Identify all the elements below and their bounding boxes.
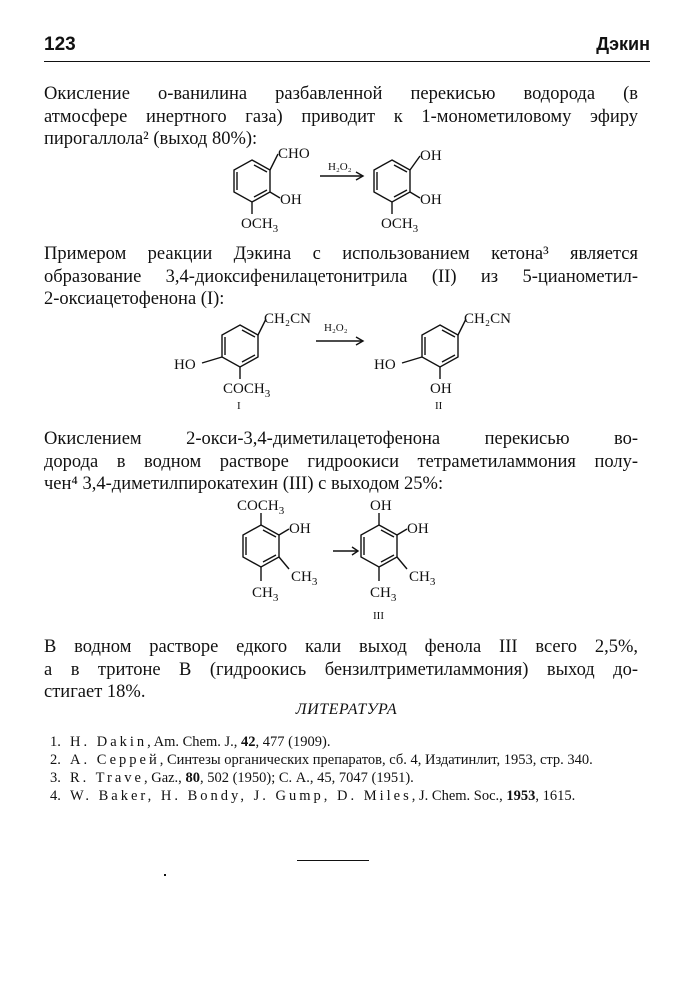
reference-author: H. Dakin — [70, 734, 148, 750]
text-line: а в тритоне В (гидроокись бензилтриметиламмония) выход до- — [44, 659, 638, 680]
text-line: пирогаллола² (выход 80%): — [44, 129, 258, 149]
reactant-ho-label: HO — [174, 357, 196, 373]
reactant-structure — [237, 498, 318, 604]
product-och3-label: $OCH_3$ — [381, 216, 419, 235]
reference-author: W. Baker, H. Bondy, J. Gump, D. Miles — [70, 788, 412, 804]
product-iii-structure — [361, 498, 436, 622]
reactant-i-structure — [174, 311, 311, 412]
paragraph-2 — [44, 243, 638, 311]
reagent-label: H₂O₂ — [328, 161, 352, 173]
text-line: образование 3,4-диоксифенилацетонитрила (II) из 5-цианометил- — [44, 266, 638, 287]
product-structure — [374, 148, 442, 235]
product-ch2cn-label: CH₂CN — [464, 311, 511, 327]
text-line: Примером реакции Дэкина с использованием кетона³ является — [44, 244, 638, 264]
print-speck — [164, 874, 166, 876]
paragraph-4 — [44, 636, 638, 704]
product-ch3-a-label: $CH_3$ — [409, 569, 436, 588]
reactant-ch3-a-label: $CH_3$ — [291, 569, 318, 588]
reference-item: 1. H. Dakin, Am. Chem. J., 42, 477 (1909). — [50, 734, 331, 750]
text-line: Окислением 2-окси-3,4-диметилацетофенона перекисью во- — [44, 429, 638, 449]
running-title: Дэкин — [596, 34, 650, 54]
text-line: дорода в водном растворе гидроокиси тетраметиламмония полу- — [44, 451, 638, 472]
product-oh-right-label: OH — [407, 521, 429, 537]
reactant-oh-label: OH — [280, 192, 302, 208]
references-list — [50, 733, 640, 805]
compound-label-ii: II — [435, 400, 443, 412]
text-line: 2-оксиацетофенона (I): — [44, 289, 225, 309]
compound-label-iii: III — [373, 610, 384, 622]
text-line: Окисление о-ванилина разбавленной перекисью водорода (в — [44, 84, 638, 104]
reactant-cho-label: CHO — [278, 146, 310, 162]
text-line: атмосфере инертного газа) приводит к 1-монометиловому эфиру — [44, 106, 638, 127]
product-ch3-b-label: $CH_3$ — [370, 585, 397, 604]
reactant-coch3-label: $COCH_3$ — [223, 381, 271, 400]
paragraph-3 — [44, 428, 638, 496]
reference-item: 2. А. Серрей, Синтезы органических препаратов, сб. 4, Издатинлит, 1953, стр. 340. — [50, 752, 593, 768]
reaction-scheme-3 — [225, 495, 455, 630]
end-rule — [297, 860, 369, 861]
text-line: чен⁴ 3,4-диметилпирокатехин (III) с выходом 25%: — [44, 474, 444, 494]
text-line: стигает 18%. — [44, 682, 146, 702]
product-oh-top-label: OH — [420, 148, 442, 164]
text-line: В водном растворе едкого кали выход фенола III всего 2,5%, — [44, 637, 638, 657]
reaction-scheme-2 — [170, 305, 530, 415]
header-rule — [44, 61, 650, 62]
reference-author: R. Trave — [70, 770, 144, 786]
reactant-ch2cn-label: CH₂CN — [264, 311, 311, 327]
reference-item: 4. W. Baker, H. Bondy, J. Gump, D. Miles, J. Chem. Soc., 1953, 1615. — [50, 788, 576, 804]
reference-item: 3. R. Trave, Gaz., 80, 502 (1950); С. А., 45, 7047 (1951). — [50, 770, 414, 786]
reactant-structure — [234, 146, 310, 235]
page-header — [44, 34, 650, 62]
product-oh-label: OH — [430, 381, 452, 397]
product-oh-mid-label: OH — [420, 192, 442, 208]
reaction-arrow — [333, 547, 358, 555]
page-number: 123 — [44, 34, 76, 55]
reactant-och3-label: $OCH_3$ — [241, 216, 279, 235]
literature-heading: ЛИТЕРАТУРА — [295, 701, 398, 718]
reference-author: А. Серрей — [70, 752, 160, 768]
reaction-arrow — [320, 161, 363, 180]
reactant-oh-label: OH — [289, 521, 311, 537]
product-ho-label: HO — [374, 357, 396, 373]
reaction-scheme-1 — [220, 140, 460, 240]
compound-label-i: I — [237, 400, 241, 412]
reactant-coch3-label: $COCH_3$ — [237, 498, 285, 517]
reaction-arrow — [316, 322, 363, 345]
product-oh-top-label: OH — [370, 498, 392, 514]
reactant-ch3-b-label: $CH_3$ — [252, 585, 279, 604]
product-ii-structure — [374, 311, 511, 412]
reagent-label: H₂O₂ — [324, 322, 348, 334]
